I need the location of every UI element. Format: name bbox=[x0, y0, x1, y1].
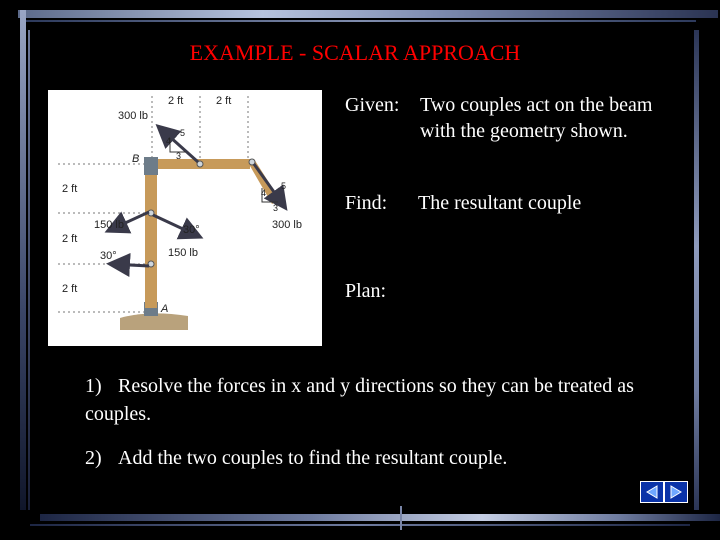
plan-step-2 bbox=[85, 444, 645, 472]
joint-b-plate bbox=[144, 157, 158, 175]
dim-left-1-label: 2 ft bbox=[62, 183, 78, 195]
angle-left-label: 30° bbox=[100, 250, 117, 262]
decorative-right-bar bbox=[694, 30, 699, 510]
force-top-left-label: 300 lb bbox=[118, 110, 148, 122]
find-label: Find: bbox=[345, 192, 388, 214]
force-left-label: 150 lb bbox=[94, 219, 124, 231]
given-label: Given: bbox=[345, 94, 400, 116]
slope-right-3: 3 bbox=[273, 203, 279, 213]
plan-step-1-text: Resolve the forces in x and y directions so they can be treated as couples. bbox=[85, 375, 634, 425]
slope-top-4: 4 bbox=[166, 136, 172, 146]
beam-diagram bbox=[48, 90, 322, 346]
plan-step-1-number: 1) bbox=[85, 375, 102, 397]
plan-step-1 bbox=[85, 372, 645, 428]
dim-top-right-label: 2 ft bbox=[216, 95, 232, 107]
dim-top-left-label: 2 ft bbox=[168, 95, 184, 107]
dim-left-2-label: 2 ft bbox=[62, 233, 78, 245]
decorative-left-bar bbox=[20, 10, 26, 510]
force-center-label: 150 lb bbox=[168, 247, 198, 259]
nav-prev-icon bbox=[644, 484, 660, 500]
beam-figure bbox=[48, 90, 322, 346]
decorative-bottom-tick bbox=[400, 506, 402, 530]
decorative-bottom-bar bbox=[40, 514, 720, 521]
decorative-left-line bbox=[28, 30, 30, 510]
decorative-top-bar bbox=[18, 10, 718, 18]
given-text: Two couples act on the beam with the geometry shown. bbox=[420, 94, 653, 142]
slope-right-4: 4 bbox=[261, 188, 267, 198]
slope-top-5: 5 bbox=[180, 128, 186, 138]
pins bbox=[148, 159, 255, 267]
plan-step-2-text: Add the two couples to find the resultant couple. bbox=[118, 447, 508, 469]
nav-next-icon bbox=[668, 484, 684, 500]
find-text: The resultant couple bbox=[418, 192, 582, 214]
slope-right-5: 5 bbox=[281, 181, 287, 191]
beam-vertical bbox=[145, 160, 157, 308]
previous-slide-button[interactable] bbox=[640, 481, 664, 503]
slide-title: EXAMPLE - SCALAR APPROACH bbox=[189, 40, 521, 65]
slide-navigation bbox=[640, 481, 688, 503]
force-right-label: 300 lb bbox=[272, 219, 302, 231]
label-b: B bbox=[132, 153, 140, 165]
angle-center-label: 30° bbox=[183, 224, 200, 236]
plan-step-2-number: 2) bbox=[85, 447, 102, 469]
plan-label: Plan: bbox=[345, 280, 387, 302]
decorative-top-line bbox=[26, 20, 696, 22]
slope-top-3: 3 bbox=[176, 151, 182, 161]
decorative-bottom-line bbox=[30, 524, 690, 526]
dim-left-3-label: 2 ft bbox=[62, 283, 78, 295]
next-slide-button[interactable] bbox=[664, 481, 688, 503]
label-a: A bbox=[161, 303, 169, 315]
